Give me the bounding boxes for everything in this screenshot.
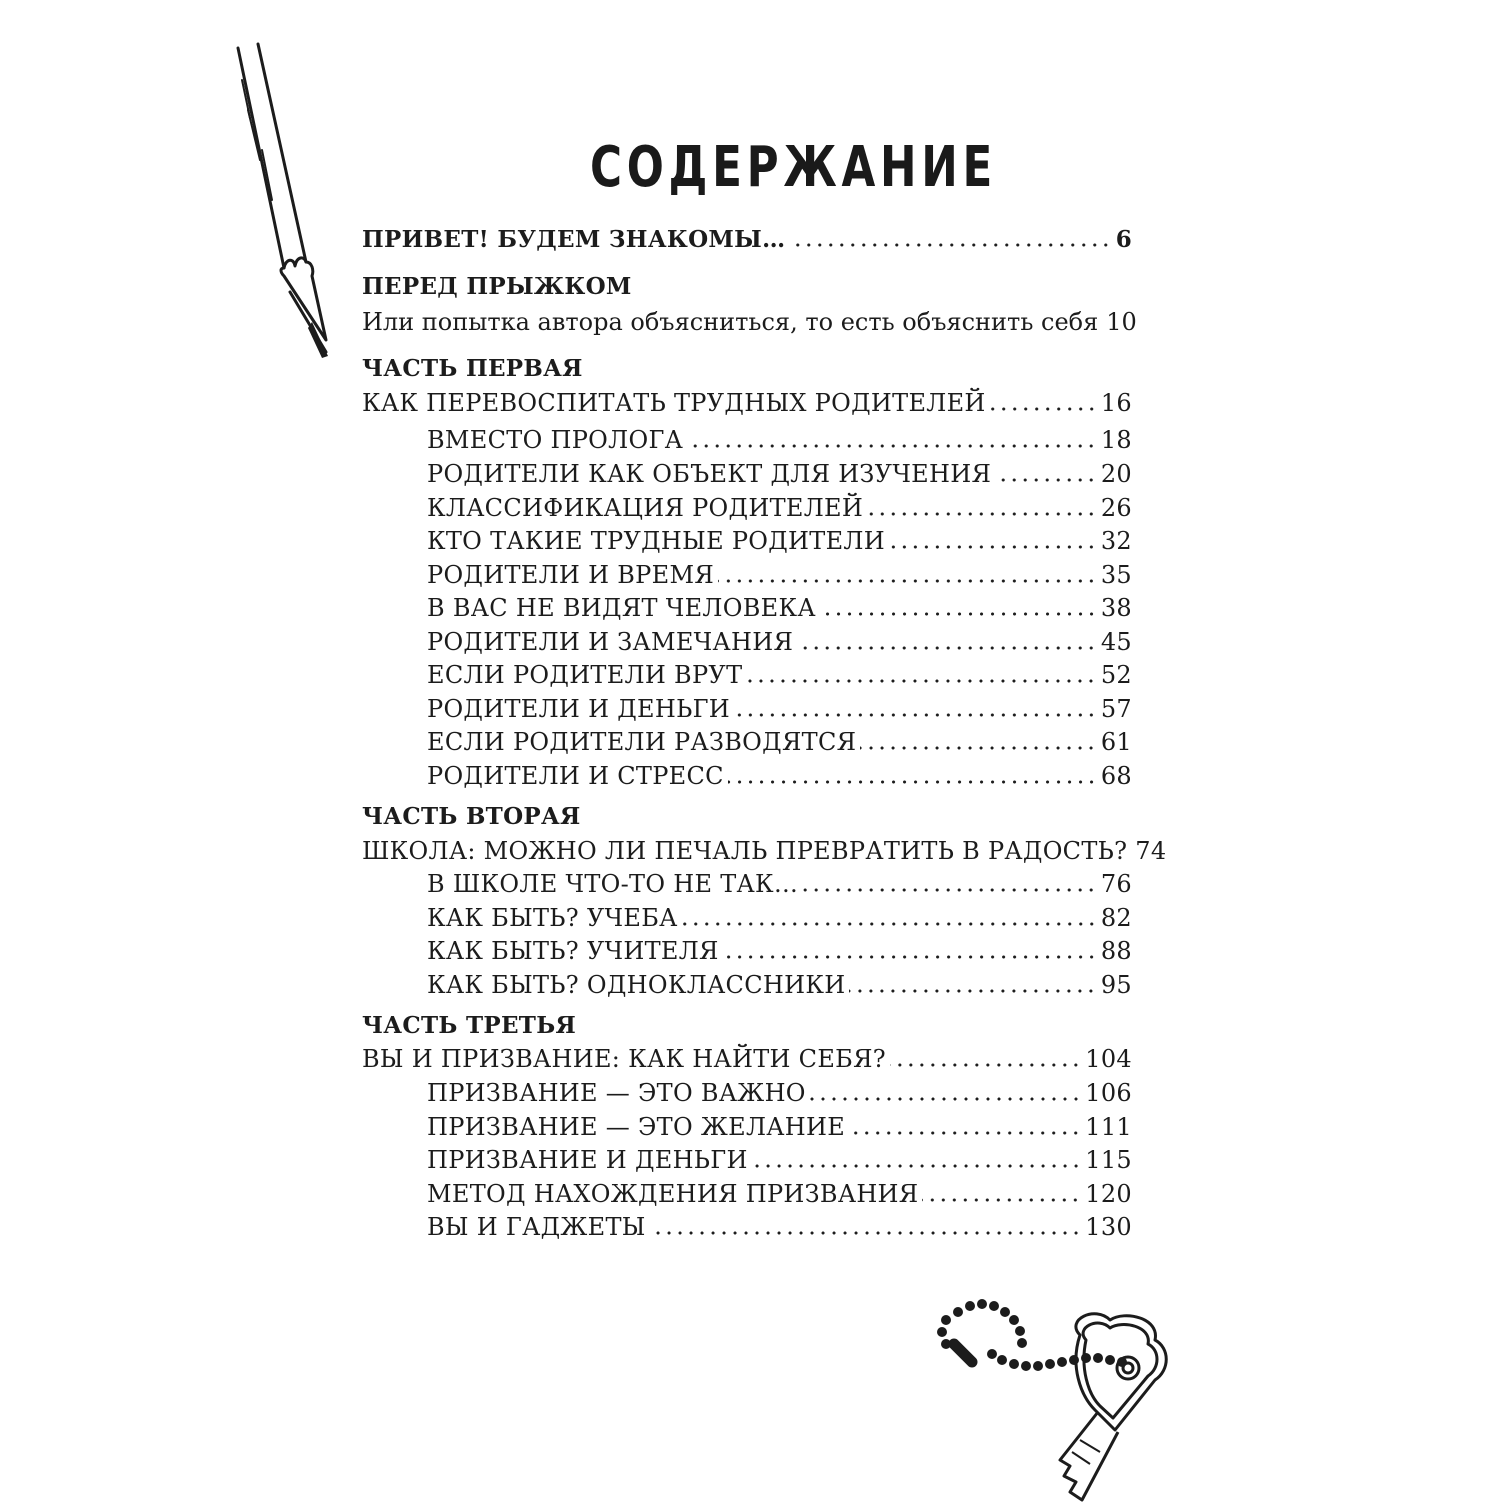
toc-page-number: 20 bbox=[1100, 460, 1132, 488]
dot-leader bbox=[718, 579, 1097, 583]
toc-entry-label: КТО ТАКИЕ ТРУДНЫЕ РОДИТЕЛИ bbox=[427, 527, 885, 555]
toc-page-number: 10 bbox=[1106, 308, 1137, 336]
toc-entry-label: ПРИЗВАНИЕ — ЭТО ЖЕЛАНИЕ bbox=[427, 1113, 846, 1141]
toc-entry[interactable] bbox=[427, 936, 1132, 966]
dot-leader bbox=[849, 1131, 1081, 1135]
page-title: СОДЕРЖАНИЕ bbox=[590, 135, 997, 200]
toc-entry-part2-main[interactable] bbox=[362, 836, 1167, 866]
toc-entry[interactable] bbox=[427, 694, 1132, 724]
section-heading-part3: ЧАСТЬ ТРЕТЬЯ bbox=[362, 1012, 577, 1039]
toc-page-number: 106 bbox=[1085, 1079, 1132, 1107]
toc-entry[interactable] bbox=[427, 1212, 1132, 1242]
dot-leader bbox=[746, 679, 1096, 683]
toc-entry[interactable] bbox=[427, 459, 1132, 489]
toc-entry-label: В ВАС НЕ ВИДЯТ ЧЕЛОВЕКА bbox=[427, 594, 816, 622]
dot-leader bbox=[890, 1063, 1081, 1067]
toc-entry-label: ЕСЛИ РОДИТЕЛИ ВРУТ bbox=[427, 661, 743, 689]
dot-leader bbox=[922, 1198, 1081, 1202]
section-heading-part2: ЧАСТЬ ВТОРАЯ bbox=[362, 803, 581, 830]
toc-entry-label: МЕТОД НАХОЖДЕНИЯ ПРИЗВАНИЯ bbox=[427, 1180, 919, 1208]
toc-page-number: 26 bbox=[1100, 494, 1132, 522]
toc-entry[interactable] bbox=[427, 425, 1132, 455]
toc-entry[interactable] bbox=[427, 869, 1132, 899]
toc-entry[interactable] bbox=[427, 1145, 1132, 1175]
toc-entry[interactable] bbox=[427, 903, 1132, 933]
toc-entry-label: Или попытка автора объясниться, то есть объяснить себя bbox=[362, 308, 1099, 336]
toc-entry-label: КЛАССИФИКАЦИЯ РОДИТЕЛЕЙ bbox=[427, 494, 864, 522]
toc-entry-label: В ШКОЛЕ ЧТО-ТО НЕ ТАК… bbox=[427, 870, 799, 898]
section-heading-part1: ЧАСТЬ ПЕРВАЯ bbox=[362, 355, 583, 382]
dot-leader bbox=[810, 1097, 1082, 1101]
toc-page-number: 130 bbox=[1085, 1213, 1132, 1241]
toc-entry-label: КАК БЫТЬ? ОДНОКЛАССНИКИ bbox=[427, 971, 846, 999]
toc-page-number: 74 bbox=[1135, 837, 1167, 865]
toc-entry[interactable] bbox=[427, 627, 1132, 657]
toc-page-number: 111 bbox=[1085, 1113, 1132, 1141]
toc-entry[interactable] bbox=[427, 1179, 1132, 1209]
toc-page-number: 52 bbox=[1100, 661, 1132, 689]
toc-page-number: 6 bbox=[1115, 226, 1132, 253]
toc-entry-label: ПРИВЕТ! БУДЕМ ЗНАКОМЫ… bbox=[362, 226, 786, 253]
toc-entry[interactable] bbox=[427, 1078, 1132, 1108]
toc-page-number: 88 bbox=[1100, 937, 1132, 965]
dot-leader bbox=[752, 1164, 1082, 1168]
dot-leader bbox=[820, 612, 1097, 616]
dot-leader bbox=[860, 746, 1097, 750]
toc-page-number: 82 bbox=[1100, 904, 1132, 932]
toc-page-number: 104 bbox=[1085, 1045, 1132, 1073]
dot-leader bbox=[995, 478, 1097, 482]
dot-leader bbox=[723, 955, 1097, 959]
dot-leader bbox=[889, 545, 1097, 549]
toc-page-number: 115 bbox=[1085, 1146, 1132, 1174]
toc-entry[interactable] bbox=[427, 560, 1132, 590]
toc-page-number: 68 bbox=[1100, 762, 1132, 790]
toc-entry-label: ВМЕСТО ПРОЛОГА bbox=[427, 426, 684, 454]
toc-entry[interactable] bbox=[427, 593, 1132, 623]
toc-entry-label: РОДИТЕЛИ И ЗАМЕЧАНИЯ bbox=[427, 628, 794, 656]
dot-leader bbox=[682, 922, 1097, 926]
toc-page-number: 18 bbox=[1100, 426, 1132, 454]
toc-page-number: 45 bbox=[1100, 628, 1132, 656]
toc-entry-before[interactable] bbox=[362, 307, 1137, 337]
toc-entry[interactable] bbox=[427, 970, 1132, 1000]
toc-entry-label: ШКОЛА: МОЖНО ЛИ ПЕЧАЛЬ ПРЕВРАТИТЬ В РАДОСТЬ? bbox=[362, 837, 1128, 865]
toc-page-number: 16 bbox=[1100, 389, 1132, 417]
toc-entry-label: ПРИЗВАНИЕ И ДЕНЬГИ bbox=[427, 1146, 748, 1174]
toc-entry-label: ПРИЗВАНИЕ — ЭТО ВАЖНО bbox=[427, 1079, 806, 1107]
toc-entry-label: КАК БЫТЬ? УЧЕБА bbox=[427, 904, 678, 932]
dot-leader bbox=[734, 713, 1097, 717]
toc-page-number: 35 bbox=[1100, 561, 1132, 589]
toc-entry-label: КАК ПЕРЕВОСПИТАТЬ ТРУДНЫХ РОДИТЕЛЕЙ bbox=[362, 389, 986, 417]
section-heading-before: ПЕРЕД ПРЫЖКОМ bbox=[362, 273, 632, 300]
toc-entry-label: РОДИТЕЛИ И ВРЕМЯ bbox=[427, 561, 714, 589]
dot-leader bbox=[867, 512, 1097, 516]
toc-entry-label: РОДИТЕЛИ И СТРЕСС bbox=[427, 762, 724, 790]
toc-entry-part3-main[interactable] bbox=[362, 1044, 1132, 1074]
toc-page-number: 57 bbox=[1100, 695, 1132, 723]
toc-page-number: 38 bbox=[1100, 594, 1132, 622]
toc-entry[interactable] bbox=[427, 493, 1132, 523]
toc-entry-label: ВЫ И ПРИЗВАНИЕ: КАК НАЙТИ СЕБЯ? bbox=[362, 1045, 886, 1073]
toc-entry-part1-main[interactable] bbox=[362, 388, 1132, 418]
toc-entry[interactable] bbox=[427, 727, 1132, 757]
toc-entry-label: ВЫ И ГАДЖЕТЫ bbox=[427, 1213, 646, 1241]
key-illustration bbox=[930, 1290, 1220, 1505]
toc-page-number: 32 bbox=[1100, 527, 1132, 555]
dot-leader bbox=[797, 646, 1097, 650]
toc-page-number: 95 bbox=[1100, 971, 1132, 999]
toc-page-number: 120 bbox=[1085, 1180, 1132, 1208]
toc-entry[interactable] bbox=[427, 1112, 1132, 1142]
dot-leader bbox=[789, 243, 1111, 247]
toc-entry[interactable] bbox=[427, 761, 1132, 791]
toc-entry-label: РОДИТЕЛИ И ДЕНЬГИ bbox=[427, 695, 730, 723]
toc-entry[interactable] bbox=[427, 526, 1132, 556]
dot-leader bbox=[802, 888, 1097, 892]
toc-entry-label: ЕСЛИ РОДИТЕЛИ РАЗВОДЯТСЯ bbox=[427, 728, 857, 756]
toc-entry-label: РОДИТЕЛИ КАК ОБЪЕКТ ДЛЯ ИЗУЧЕНИЯ bbox=[427, 460, 992, 488]
toc-entry-intro[interactable] bbox=[362, 225, 1132, 255]
toc-page-number: 76 bbox=[1100, 870, 1132, 898]
dot-leader bbox=[687, 444, 1097, 448]
dot-leader bbox=[728, 780, 1097, 784]
toc-entry[interactable] bbox=[427, 660, 1132, 690]
dot-leader bbox=[650, 1231, 1082, 1235]
toc-entry-label: КАК БЫТЬ? УЧИТЕЛЯ bbox=[427, 937, 719, 965]
dot-leader bbox=[990, 407, 1097, 411]
toc-page-number: 61 bbox=[1100, 728, 1132, 756]
dot-leader bbox=[849, 989, 1096, 993]
